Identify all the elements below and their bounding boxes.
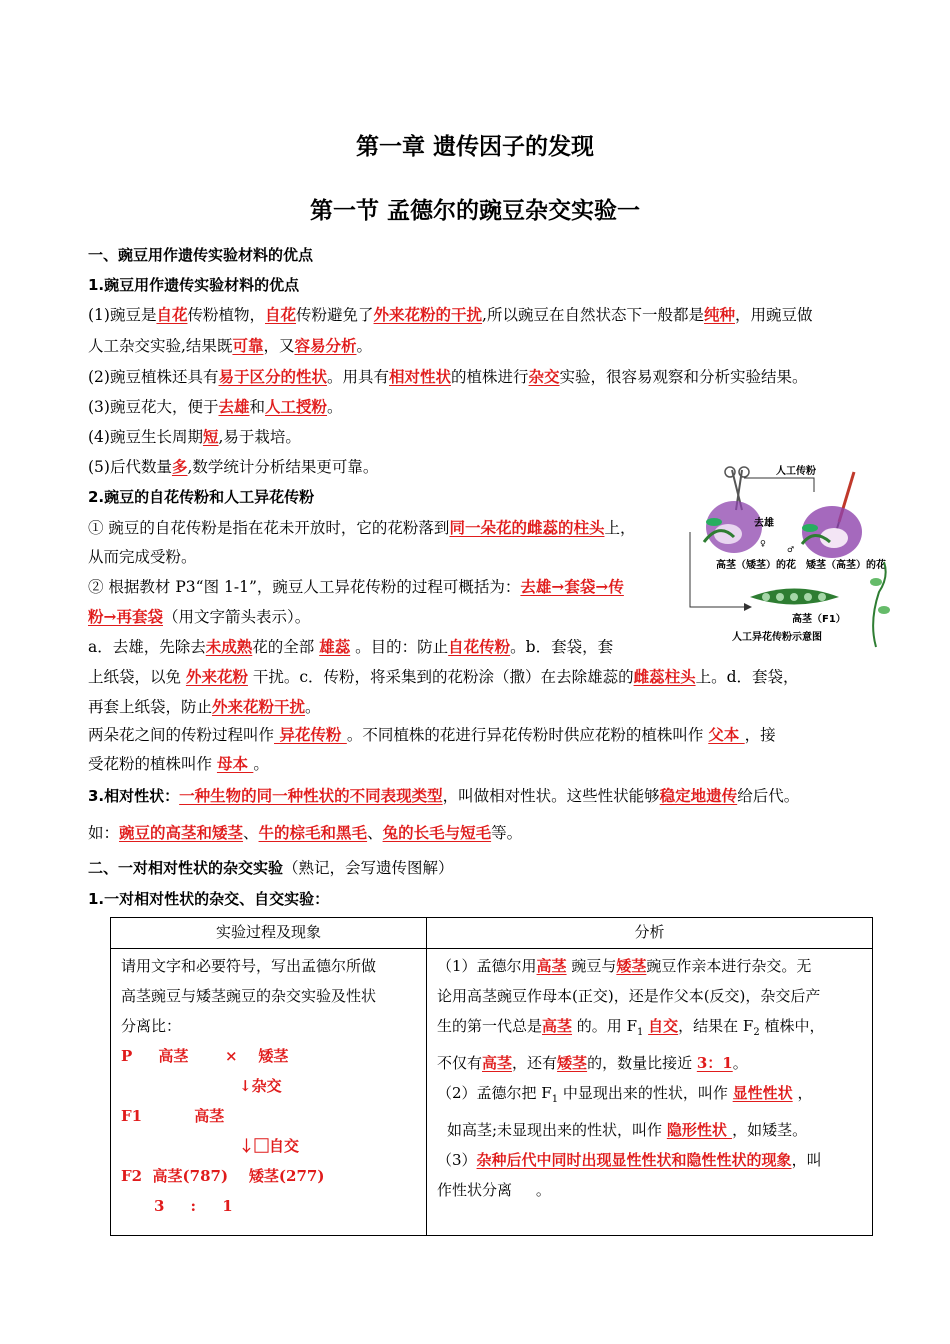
transfer-arrow	[744, 478, 814, 492]
text: ，接	[744, 726, 776, 744]
emasculation-label: 去雄	[754, 518, 774, 529]
text: 人工杂交实验,结果既	[88, 337, 233, 355]
figure-top-label: 人工传粉	[776, 466, 816, 477]
text: 的。用 F	[572, 1017, 637, 1035]
text: ② 根据教材 P3“图 1-1”，豌豆人工异花传粉的过程可概括为：	[88, 578, 521, 596]
text: （3）	[437, 1151, 477, 1169]
f1-row: F1 高茎	[121, 1107, 225, 1125]
text: ，结果在 F	[678, 1017, 754, 1035]
text: 上。d．套袋，	[695, 668, 799, 686]
section-title: 第一节 孟德尔的豌豆杂交实验一	[309, 198, 640, 224]
table-header-row	[111, 918, 873, 949]
line-9	[88, 572, 624, 602]
answer: 母本	[216, 754, 254, 773]
text: 。	[253, 755, 269, 773]
text: 等。	[491, 824, 523, 842]
text: 不仅有	[437, 1054, 483, 1072]
answer: 自花传粉	[448, 637, 511, 656]
pea-pod	[750, 589, 839, 605]
text: 豌豆与	[566, 957, 617, 975]
answer: 兔的长毛与短毛	[382, 823, 492, 842]
right-line-4	[437, 1048, 862, 1078]
text: 的，数量比接近	[587, 1054, 697, 1072]
header-right: 分析	[427, 918, 873, 949]
text: ，叫	[791, 1151, 822, 1169]
text: 。	[732, 1054, 748, 1072]
text: 生的第一代总是	[437, 1017, 543, 1035]
heading-text: 二、一对相对性状的杂交实验	[88, 859, 284, 877]
line-7	[88, 513, 635, 543]
line-6	[88, 452, 378, 482]
part1-sub2: 2.豌豆的自花传粉和人工异花传粉	[88, 488, 315, 506]
part1-heading: 一、豌豆用作遗传实验材料的优点	[88, 246, 314, 264]
answer: 自花	[156, 305, 188, 324]
table-row	[111, 949, 873, 1236]
answer: 自花	[265, 305, 297, 324]
answer: 高茎	[542, 1017, 573, 1035]
right-flower-label: 矮茎（高茎）的花	[806, 560, 886, 571]
p-row: P 高茎 × 矮茎	[121, 1047, 289, 1065]
answer: 杂交	[528, 367, 560, 386]
text: 。不同植株的花进行异花传粉时供应花粉的植株叫作	[346, 726, 709, 744]
text: 植株中，	[759, 1017, 825, 1035]
text: (2)豌豆植株还具有	[88, 368, 219, 386]
right-line-2: 论用高茎豌豆作母本(正交)，还是作父本(反交)，杂交后产	[437, 987, 821, 1005]
subscript: 2	[753, 1027, 760, 1038]
ratio-row: 3 : 1	[154, 1197, 233, 1215]
text: （2）孟德尔把 F	[437, 1084, 552, 1102]
pollination-diagram	[684, 462, 896, 654]
line-8: 从而完成受粉。	[88, 548, 197, 566]
text: ，如矮茎。	[732, 1121, 808, 1139]
text: 上，	[604, 519, 636, 537]
line-15	[88, 749, 269, 779]
right-line-8: 作性状分离 。	[437, 1181, 551, 1199]
answer: 父本	[708, 725, 745, 744]
seedling	[870, 562, 890, 647]
part1-sub1: 1.豌豆用作遗传实验材料的优点	[88, 276, 300, 294]
text: ，用豌豆做	[735, 306, 813, 324]
answer: 外来花粉干扰	[212, 697, 306, 716]
text: 传粉避免了	[296, 306, 374, 324]
text: ,所以豌豆在自然状态下一般都是	[482, 306, 704, 324]
right-line-7	[437, 1145, 862, 1175]
text: 豌豆作亲本进行杂交。无	[646, 957, 812, 975]
text: 和	[249, 398, 265, 416]
answer: 豌豆的高茎和矮茎	[119, 823, 244, 842]
line-3	[88, 362, 808, 392]
text: (3)豌豆花大，便于	[88, 398, 219, 416]
answer: 多	[171, 457, 188, 476]
answer: 3：1	[696, 1054, 733, 1072]
answer: 显性性状	[732, 1084, 793, 1102]
self-row: ↓⃞自交	[239, 1137, 300, 1155]
text: 给后代。	[737, 787, 800, 805]
text: 再套上纸袋，防止	[88, 698, 213, 716]
line-5	[88, 422, 301, 452]
text: ，叫做相对性状。这些性状能够	[442, 787, 660, 805]
left-line-2: 高茎豌豆与矮茎豌豆的杂交实验及性状	[121, 987, 377, 1005]
chapter-title: 第一章 遗传因子的发现	[355, 134, 594, 160]
male-symbol: ♂	[787, 545, 795, 554]
text: 的植株进行	[451, 368, 529, 386]
line-13	[88, 692, 321, 722]
part2-sub1: 1.一对相对性状的杂交、自交实验：	[88, 890, 330, 908]
answer: 杂种后代中同时出现显性性状和隐性性状的现象	[476, 1151, 792, 1169]
female-symbol: ♀	[760, 539, 766, 548]
answer: 外来花粉的干扰	[373, 305, 483, 324]
text: 如高茎;未显现出来的性状，叫作	[447, 1121, 667, 1139]
answer: 自交	[648, 1017, 679, 1035]
answer: 高茎	[482, 1054, 513, 1072]
answer: 去雄	[218, 397, 250, 416]
text: 实验，很容易观察和分析实验结果。	[559, 368, 808, 386]
text: ,易于栽培。	[218, 428, 301, 446]
part2-heading	[88, 853, 454, 883]
left-line-1: 请用文字和必要符号，写出孟德尔所做	[121, 957, 377, 975]
right-line-1	[437, 951, 862, 981]
answer: 易于区分的性状	[218, 367, 327, 386]
text: 。	[305, 698, 321, 716]
line-17	[88, 818, 522, 848]
text: 。用具有	[326, 368, 389, 386]
arrow-head	[744, 603, 752, 611]
text: 。目的：防止	[350, 638, 449, 656]
line-2	[88, 331, 372, 361]
term: 3.相对性状：	[88, 787, 180, 805]
answer: 未成熟	[205, 637, 253, 656]
text: 。	[356, 337, 372, 355]
text: 如：	[88, 824, 120, 842]
answer: 粉→再套袋	[88, 607, 163, 626]
line-16	[88, 781, 799, 811]
answer: 相对性状	[389, 367, 452, 386]
text: a．去雄，先除去	[88, 638, 206, 656]
answer: 短	[202, 427, 219, 446]
answer: 雄蕊	[319, 637, 351, 656]
answer: 矮茎	[557, 1054, 588, 1072]
text: 两朵花之间的传粉过程叫作	[88, 726, 275, 744]
answer: 可靠	[232, 336, 264, 355]
right-line-6	[437, 1115, 862, 1145]
right-line-5	[437, 1078, 862, 1115]
text: (1)豌豆是	[88, 306, 157, 324]
experiment-table	[110, 917, 873, 1236]
answer: 异花传粉	[274, 725, 347, 744]
answer: 稳定地遗传	[659, 786, 738, 805]
text: (4)豌豆生长周期	[88, 428, 203, 446]
text: ，	[792, 1084, 813, 1102]
subscript: 1	[551, 1094, 559, 1105]
line-12	[88, 662, 799, 692]
f2-row: F2 高茎(787) 矮茎(277)	[121, 1167, 325, 1185]
answer: 矮茎	[616, 957, 647, 975]
line-4	[88, 392, 343, 422]
left-cell	[111, 949, 427, 1236]
text: 干扰。c．传粉，将采集到的花粉涂（撒）在去除雄蕊的	[247, 668, 634, 686]
answer: 高茎	[536, 957, 567, 975]
answer: 外来花粉	[185, 667, 248, 686]
f1-label: 高茎（F1）	[792, 614, 846, 625]
answer: 纯种	[703, 305, 735, 324]
right-line-3	[437, 1011, 862, 1048]
text: 。b．套袋，套	[510, 638, 614, 656]
line-11	[88, 632, 613, 662]
answer: 一种生物的同一种性状的不同表现类型	[179, 786, 443, 805]
flower-right	[802, 506, 862, 558]
line-10	[88, 602, 310, 632]
text: 。	[327, 398, 343, 416]
header-left: 实验过程及现象	[111, 918, 427, 949]
answer: 人工授粉	[265, 397, 328, 416]
right-cell	[427, 949, 873, 1236]
heading-note: （熟记，会写遗传图解）	[283, 859, 454, 877]
answer: 容易分析	[294, 336, 357, 355]
line-1	[88, 300, 813, 330]
answer: 去雄→套袋→传	[520, 577, 624, 596]
line-14	[88, 720, 776, 750]
answer: 雌蕊柱头	[633, 667, 696, 686]
text: (5)后代数量	[88, 458, 172, 476]
text: ,数学统计分析结果更可靠。	[187, 458, 379, 476]
answer: 隐形性状	[666, 1121, 733, 1139]
text: 中显现出来的性状，叫作	[558, 1084, 733, 1102]
text: 、	[243, 824, 259, 842]
text: ，还有	[512, 1054, 558, 1072]
cross-row: ↓杂交	[239, 1077, 282, 1095]
left-line-3: 分离比：	[121, 1017, 182, 1035]
text: （用文字箭头表示）。	[163, 608, 311, 626]
text: 、	[367, 824, 383, 842]
text: 上纸袋，以免	[88, 668, 186, 686]
answer: 同一朵花的雌蕊的柱头	[449, 518, 605, 537]
text: ① 豌豆的自花传粉是指在花未开放时，它的花粉落到	[88, 519, 450, 537]
subscript: 1	[636, 1027, 644, 1038]
text: 传粉植物，	[187, 306, 265, 324]
text: 受花粉的植株叫作	[88, 755, 217, 773]
text: ，又	[263, 337, 295, 355]
left-flower-label: 高茎（矮茎）的花	[716, 560, 796, 571]
text: （1）孟德尔用	[437, 957, 537, 975]
pollination-figure	[684, 462, 896, 654]
text: 花的全部	[252, 638, 320, 656]
figure-caption: 人工异花传粉示意图	[732, 632, 822, 643]
answer: 牛的棕毛和黑毛	[258, 823, 368, 842]
